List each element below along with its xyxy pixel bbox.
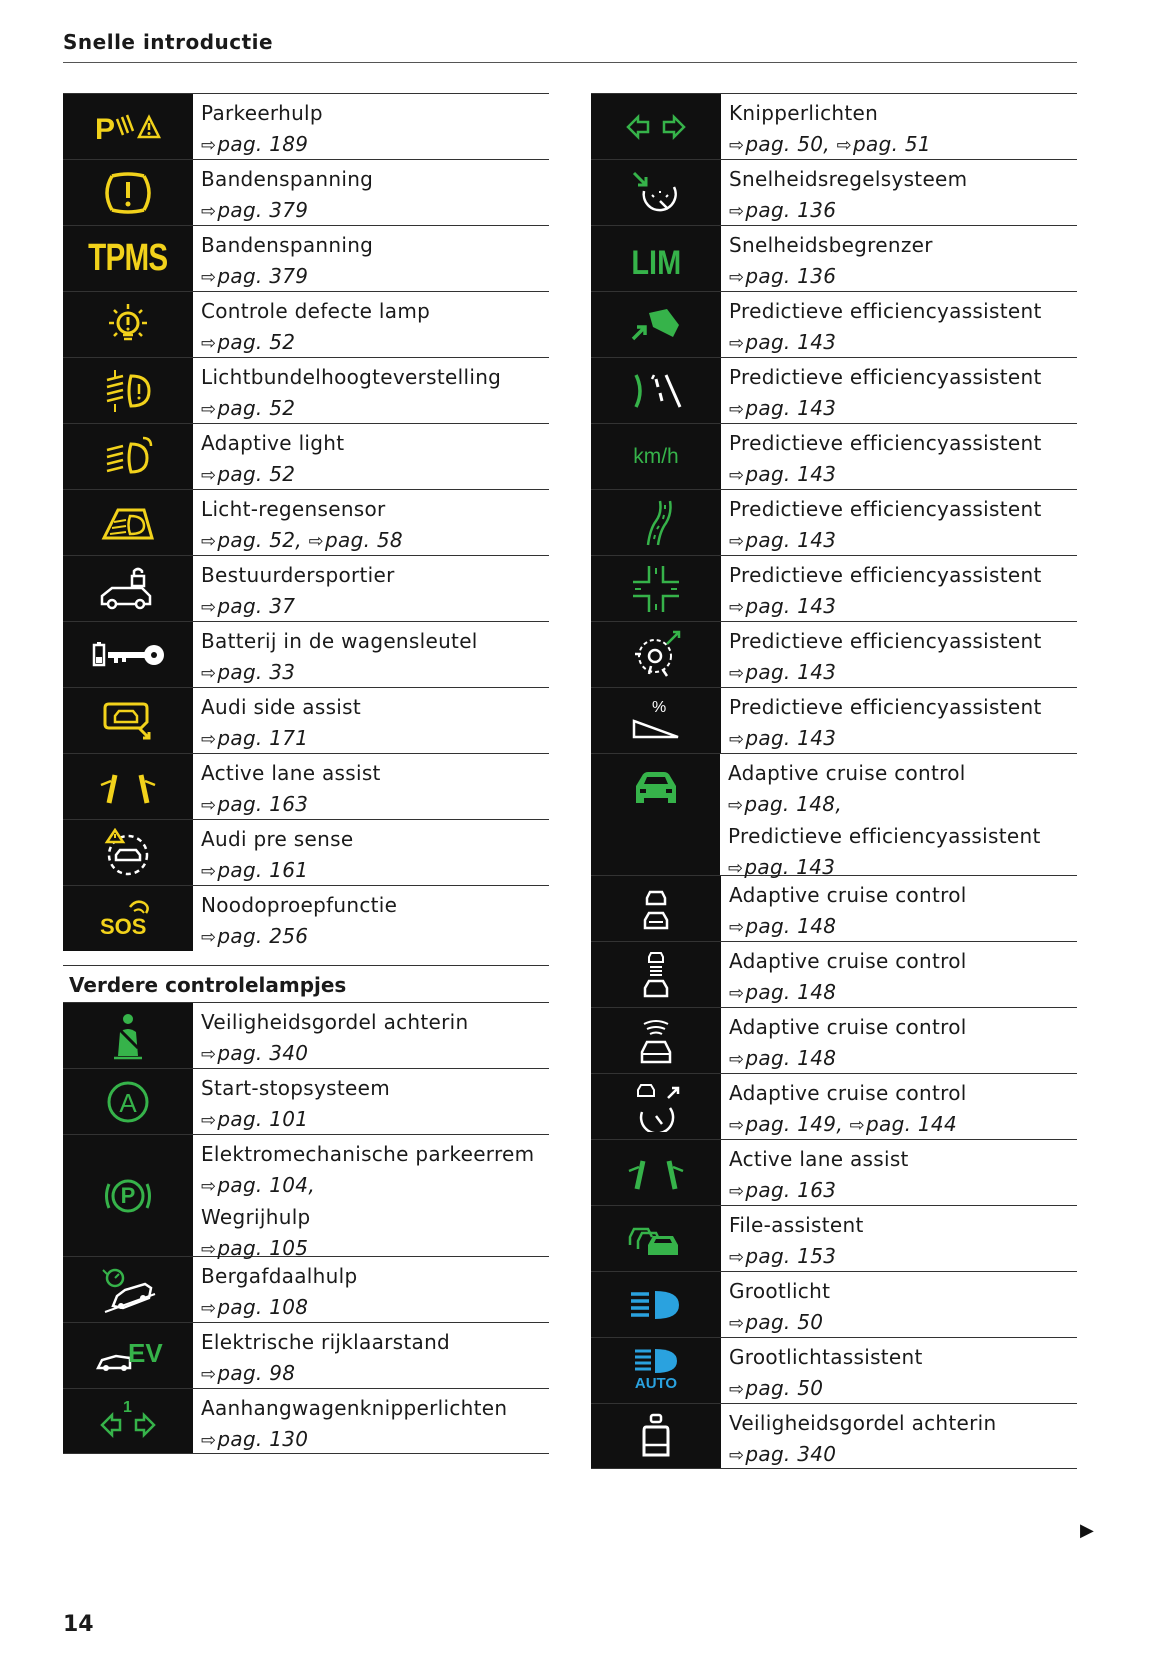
indicator-title: File-assistent (729, 1213, 864, 1237)
indicator-text (722, 1008, 1077, 1073)
efficiency-slope-icon (591, 688, 722, 753)
speed-limiter-icon (591, 226, 722, 291)
indicator-text (194, 1323, 549, 1388)
page-reference[interactable]: ⇨pag. 143 (729, 528, 837, 552)
efficiency-curve-icon (591, 358, 722, 423)
indicator-row (591, 489, 1077, 555)
indicator-text (194, 94, 549, 159)
cruise-control-icon (591, 160, 722, 225)
page-reference[interactable]: ⇨pag. 148 (729, 914, 837, 938)
indicator-row (63, 1256, 549, 1322)
indicator-title: Controle defecte lamp (201, 299, 431, 323)
indicator-title: Adaptive cruise control (728, 761, 966, 785)
page-reference[interactable]: ⇨pag. 33 (201, 660, 296, 684)
indicator-row (591, 159, 1077, 225)
page-reference[interactable]: ⇨pag. 101 (201, 1107, 309, 1131)
page-reference[interactable]: ⇨pag. 153 (729, 1244, 837, 1268)
indicator-text (194, 820, 549, 885)
indicator-text (722, 1338, 1077, 1403)
page-reference[interactable]: ⇨pag. 148 (729, 1046, 837, 1070)
indicator-row (63, 1068, 549, 1134)
page-reference[interactable]: ⇨pag. 104, (201, 1173, 315, 1197)
acc-car-icon (591, 754, 721, 875)
indicator-title: Grootlicht (729, 1279, 831, 1303)
indicator-row (63, 753, 549, 819)
tpms-icon-text: TPMS (88, 237, 168, 279)
rear-seatbelt-status-icon (591, 1404, 722, 1468)
indicator-title: Predictieve efficiencyassistent (729, 299, 1042, 323)
page-reference[interactable]: ⇨pag. 340 (201, 1041, 309, 1065)
traffic-jam-assist-icon (591, 1206, 722, 1271)
indicator-row (63, 687, 549, 753)
high-beam-assist-icon (591, 1338, 722, 1403)
start-stop-icon-text: A (119, 1087, 137, 1118)
key-battery-icon (63, 622, 194, 687)
indicator-title: Elektromechanische parkeerrem (201, 1142, 535, 1166)
indicator-title: Adaptive cruise control (729, 883, 967, 907)
indicator-row (63, 225, 549, 291)
indicator-row (591, 1403, 1077, 1469)
page-reference[interactable]: ⇨pag. 163 (729, 1178, 837, 1202)
indicator-row (63, 621, 549, 687)
adaptive-light-icon (63, 424, 194, 489)
indicator-title: Noodoproepfunctie (201, 893, 398, 917)
page-reference[interactable]: ⇨pag. 52, ⇨pag. 58 (201, 528, 403, 552)
page-reference[interactable]: ⇨pag. 50 (729, 1376, 824, 1400)
indicator-title: Snelheidsregelsysteem (729, 167, 968, 191)
indicator-row (591, 1007, 1077, 1073)
page-reference[interactable]: ⇨pag. 105 (201, 1236, 309, 1260)
trailer-turn-icon-text: 1 (123, 1399, 132, 1416)
indicator-title: Bandenspanning (201, 167, 374, 191)
indicator-title: Predictieve efficiencyassistent (729, 563, 1042, 587)
indicator-row (63, 357, 549, 423)
efficiency-coast-icon (591, 292, 722, 357)
indicator-row (591, 1139, 1077, 1205)
page-reference[interactable]: ⇨pag. 256 (201, 924, 309, 948)
efficiency-slope-icon-text: % (652, 698, 667, 716)
page-reference[interactable]: ⇨pag. 171 (201, 726, 309, 750)
indicator-title: Parkeerhulp (201, 101, 323, 125)
page-reference[interactable]: ⇨pag. 52 (201, 462, 296, 486)
rear-seatbelt-icon (63, 1003, 194, 1068)
indicator-row (63, 159, 549, 225)
indicator-row (591, 941, 1077, 1007)
lane-assist-icon (63, 754, 194, 819)
acc-sensor-icon (591, 1008, 722, 1073)
indicator-row (63, 555, 549, 621)
indicator-title: Snelheidsbegrenzer (729, 233, 933, 257)
header-divider (63, 62, 1077, 63)
indicator-text (194, 1003, 549, 1068)
indicator-text (194, 1257, 549, 1322)
indicator-title-secondary: Wegrijhulp (201, 1205, 311, 1229)
indicator-row (63, 819, 549, 885)
indicator-title: Active lane assist (729, 1147, 909, 1171)
park-assist-icon (63, 94, 194, 159)
efficiency-speed-icon-text: km/h (633, 444, 679, 468)
page-reference[interactable]: ⇨pag. 163 (201, 792, 309, 816)
page-reference[interactable]: ⇨pag. 143 (729, 594, 837, 618)
indicator-text (722, 490, 1077, 555)
page-reference[interactable]: ⇨pag. 50 (729, 1310, 824, 1334)
acc-speedometer-icon (591, 1074, 722, 1139)
page-reference[interactable]: ⇨pag. 149, ⇨pag. 144 (729, 1112, 957, 1136)
indicator-title: Licht-regensensor (201, 497, 386, 521)
page-reference[interactable]: ⇨pag. 143 (729, 330, 837, 354)
efficiency-speed-icon (591, 424, 722, 489)
tpms-icon (63, 226, 194, 291)
sos-icon-text: SOS (100, 913, 147, 939)
indicator-row (591, 1073, 1077, 1139)
efficiency-intersection-icon (591, 556, 722, 621)
indicator-title: Predictieve efficiencyassistent (729, 431, 1042, 455)
page-reference[interactable]: ⇨pag. 143 (729, 660, 837, 684)
indicator-title: Start-stopsysteem (201, 1076, 390, 1100)
svg-text:P: P (95, 112, 116, 146)
side-assist-icon (63, 688, 194, 753)
page-header-title: Snelle introductie (63, 30, 274, 54)
indicator-title: Grootlichtassistent (729, 1345, 923, 1369)
indicator-row (591, 357, 1077, 423)
indicator-text (722, 1074, 1077, 1139)
page-reference[interactable]: ⇨pag. 108 (201, 1295, 309, 1319)
continue-arrow-icon[interactable]: ▶ (1080, 1520, 1094, 1541)
speed-limiter-icon-text: LIM (631, 244, 681, 282)
indicator-title: Adaptive light (201, 431, 345, 455)
page-reference[interactable]: ⇨pag. 379 (201, 198, 309, 222)
indicator-row (63, 1134, 549, 1260)
hill-descent-icon (63, 1257, 194, 1322)
indicator-text (194, 292, 549, 357)
page-reference[interactable]: ⇨pag. 189 (201, 132, 309, 156)
page-reference[interactable]: ⇨pag. 136 (729, 264, 837, 288)
indicator-title: Batterij in de wagensleutel (201, 629, 478, 653)
parking-brake-icon (63, 1135, 194, 1256)
indicator-text (722, 556, 1077, 621)
indicator-text (722, 292, 1077, 357)
indicator-text (722, 1272, 1077, 1337)
indicator-title: Adaptive cruise control (729, 1015, 967, 1039)
indicator-text (194, 160, 549, 225)
indicator-text (194, 688, 549, 753)
indicator-text (194, 754, 549, 819)
indicator-row (63, 1322, 549, 1388)
indicator-text (722, 160, 1077, 225)
indicator-row (591, 687, 1077, 753)
section-heading: Verdere controlelampjes (63, 965, 549, 1002)
indicator-row (591, 1337, 1077, 1403)
page-reference[interactable]: ⇨pag. 148, (728, 792, 842, 816)
indicator-text (722, 94, 1077, 159)
page-reference[interactable]: ⇨pag. 52 (201, 396, 296, 420)
sos-icon (63, 886, 194, 951)
indicator-text (721, 754, 1077, 879)
high-beam-assist-icon-text: AUTO (634, 1374, 678, 1392)
page-reference[interactable]: ⇨pag. 161 (201, 858, 309, 882)
efficiency-roundabout-icon (591, 622, 722, 687)
indicator-text (194, 556, 549, 621)
left-column (63, 93, 549, 1454)
indicator-title: Knipperlichten (729, 101, 879, 125)
high-beam-icon (591, 1272, 722, 1337)
indicator-row (591, 1205, 1077, 1271)
page-number: 14 (63, 1612, 94, 1637)
indicator-row (591, 93, 1077, 159)
page-reference[interactable]: ⇨pag. 340 (729, 1442, 837, 1466)
page-reference[interactable]: ⇨pag. 136 (729, 198, 837, 222)
indicator-row (591, 291, 1077, 357)
indicator-text (722, 876, 1077, 941)
right-column (591, 93, 1077, 1469)
indicator-row (591, 875, 1077, 941)
indicator-row (591, 1271, 1077, 1337)
bulb-failure-icon (63, 292, 194, 357)
parking-brake-icon-text: P (120, 1182, 136, 1208)
indicator-row (591, 753, 1077, 879)
indicator-text (194, 1135, 549, 1260)
indicator-text (722, 358, 1077, 423)
page-reference[interactable]: ⇨pag. 52 (201, 330, 296, 354)
page-reference[interactable]: ⇨pag. 143 (729, 726, 837, 750)
page-reference[interactable]: ⇨pag. 379 (201, 264, 309, 288)
indicator-text (194, 622, 549, 687)
indicator-title: Predictieve efficiencyassistent (729, 365, 1042, 389)
indicator-text (194, 490, 549, 555)
indicator-text (722, 226, 1077, 291)
indicator-text (722, 1140, 1077, 1205)
indicator-row (63, 291, 549, 357)
indicator-row (63, 489, 549, 555)
indicator-title: Bergafdaalhulp (201, 1264, 358, 1288)
indicator-title: Veiligheidsgordel achterin (201, 1010, 469, 1034)
indicator-title: Predictieve efficiencyassistent (729, 695, 1042, 719)
tire-pressure-icon (63, 160, 194, 225)
indicator-text (194, 226, 549, 291)
trailer-turn-icon (63, 1389, 194, 1453)
indicator-row (591, 555, 1077, 621)
acc-distance-bars-icon (591, 942, 722, 1007)
indicator-text (722, 688, 1077, 753)
indicator-title: Elektrische rijklaarstand (201, 1330, 451, 1354)
page-reference[interactable]: ⇨pag. 148 (729, 980, 837, 1004)
indicator-row (591, 423, 1077, 489)
indicator-title: Audi side assist (201, 695, 362, 719)
indicator-text (722, 1206, 1077, 1271)
acc-distance-icon (591, 876, 722, 941)
page-reference[interactable]: ⇨pag. 143 (728, 855, 836, 879)
indicator-title: Active lane assist (201, 761, 381, 785)
indicator-title: Aanhangwagenknipperlichten (201, 1396, 508, 1420)
indicator-row (63, 885, 549, 951)
ev-mode-icon-text: EV (128, 1337, 163, 1368)
indicator-title: Bandenspanning (201, 233, 374, 257)
page-reference[interactable]: ⇨pag. 98 (201, 1361, 296, 1385)
indicator-row (63, 93, 549, 159)
indicator-title-secondary: Predictieve efficiencyassistent (728, 824, 1041, 848)
page-reference[interactable]: ⇨pag. 37 (201, 594, 296, 618)
lane-assist-icon (591, 1140, 722, 1205)
indicator-text (194, 1389, 549, 1453)
indicator-title: Predictieve efficiencyassistent (729, 629, 1042, 653)
indicator-row (63, 1388, 549, 1454)
indicator-title: Audi pre sense (201, 827, 354, 851)
indicator-text (722, 942, 1077, 1007)
indicator-text (194, 886, 549, 951)
indicator-row (63, 1002, 549, 1068)
indicator-row (591, 621, 1077, 687)
indicator-title: Predictieve efficiencyassistent (729, 497, 1042, 521)
headlight-range-icon (63, 358, 194, 423)
indicator-title: Adaptive cruise control (729, 949, 967, 973)
page-reference[interactable]: ⇨pag. 143 (729, 396, 837, 420)
page-reference[interactable]: ⇨pag. 130 (201, 1427, 309, 1451)
page-reference[interactable]: ⇨pag. 50, ⇨pag. 51 (729, 132, 931, 156)
indicator-text (722, 424, 1077, 489)
turn-signals-icon (591, 94, 722, 159)
indicator-title: Lichtbundelhoogteverstelling (201, 365, 502, 389)
ev-mode-icon (63, 1323, 194, 1388)
indicator-row (63, 423, 549, 489)
driver-door-icon (63, 556, 194, 621)
indicator-text (194, 424, 549, 489)
start-stop-icon (63, 1069, 194, 1134)
indicator-text (194, 1069, 549, 1134)
light-rain-sensor-icon (63, 490, 194, 555)
efficiency-road-icon (591, 490, 722, 555)
indicator-row (591, 225, 1077, 291)
page-reference[interactable]: ⇨pag. 143 (729, 462, 837, 486)
indicator-text (194, 358, 549, 423)
pre-sense-icon (63, 820, 194, 885)
indicator-title: Veiligheidsgordel achterin (729, 1411, 997, 1435)
indicator-title: Bestuurdersportier (201, 563, 395, 587)
indicator-text (722, 1404, 1077, 1468)
indicator-title: Adaptive cruise control (729, 1081, 967, 1105)
indicator-text (722, 622, 1077, 687)
